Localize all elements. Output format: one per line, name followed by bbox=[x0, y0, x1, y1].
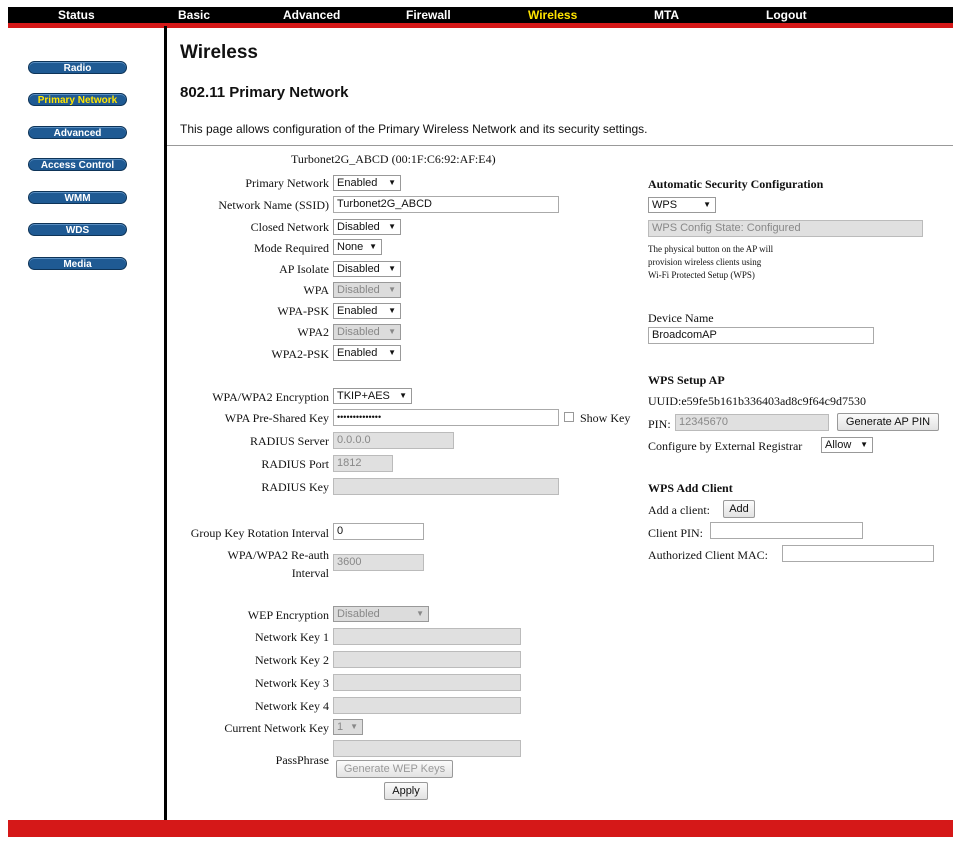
authorized-mac-input[interactable] bbox=[782, 545, 934, 562]
current-key-value: 1 bbox=[337, 721, 344, 733]
wpa-psk-value: Enabled bbox=[337, 305, 378, 317]
group-key-label: Group Key Rotation Interval bbox=[190, 526, 329, 540]
net-key-3-label: Network Key 3 bbox=[255, 676, 329, 690]
page-description: This page allows configuration of the Primary Wireless Network and its security settings. bbox=[180, 122, 648, 136]
wpa2-psk-label: WPA2-PSK bbox=[271, 347, 329, 361]
net-key-1-input[interactable] bbox=[333, 628, 521, 645]
pin-label: PIN: bbox=[648, 417, 671, 431]
network-header: Turbonet2G_ABCD (00:1F:C6:92:AF:E4) bbox=[291, 152, 496, 166]
wpa-value: Disabled bbox=[337, 284, 380, 296]
sidebar-item-media[interactable]: Media bbox=[28, 257, 127, 270]
nav-advanced[interactable]: Advanced bbox=[283, 8, 341, 22]
passphrase-label: PassPhrase bbox=[275, 753, 329, 767]
sidebar-item-wds[interactable]: WDS bbox=[28, 223, 127, 236]
nav-status[interactable]: Status bbox=[58, 8, 95, 22]
show-key-checkbox[interactable] bbox=[564, 412, 574, 422]
wps-note-line3: Wi-Fi Protected Setup (WPS) bbox=[648, 270, 755, 280]
dropdown-arrow-icon: ▼ bbox=[388, 306, 396, 315]
nav-firewall[interactable]: Firewall bbox=[406, 8, 451, 22]
current-key-select[interactable] bbox=[333, 719, 363, 735]
passphrase-input[interactable] bbox=[333, 740, 521, 757]
add-client-button[interactable]: Add bbox=[723, 500, 755, 518]
wps-note-line1: The physical button on the AP will bbox=[648, 244, 774, 254]
primary-network-label: Primary Network bbox=[245, 176, 329, 190]
sidebar-item-radio[interactable]: Radio bbox=[28, 61, 127, 74]
primary-network-value: Enabled bbox=[337, 177, 378, 189]
wpa-select[interactable] bbox=[333, 282, 401, 298]
dropdown-arrow-icon: ▼ bbox=[388, 327, 396, 336]
ssid-label: Network Name (SSID) bbox=[218, 198, 329, 212]
dropdown-arrow-icon: ▼ bbox=[416, 609, 424, 618]
show-key-label: Show Key bbox=[580, 411, 631, 425]
ap-isolate-label: AP Isolate bbox=[279, 262, 329, 276]
radius-server-input[interactable]: 0.0.0.0 bbox=[333, 432, 454, 449]
wps-note-line2: provision wireless clients using bbox=[648, 257, 762, 267]
pin-input[interactable]: 12345670 bbox=[675, 414, 829, 431]
primary-network-select[interactable] bbox=[333, 175, 401, 191]
net-key-4-label: Network Key 4 bbox=[255, 699, 329, 713]
encryption-value: TKIP+AES bbox=[337, 390, 390, 402]
wep-encryption-select[interactable] bbox=[333, 606, 429, 622]
wpa2-psk-value: Enabled bbox=[337, 347, 378, 359]
client-pin-label: Client PIN: bbox=[648, 526, 704, 540]
wpa-psk-label: WPA-PSK bbox=[277, 304, 329, 318]
sidebar-item-access-control[interactable]: Access Control bbox=[28, 158, 127, 171]
radius-port-label: RADIUS Port bbox=[261, 457, 329, 471]
net-key-2-input[interactable] bbox=[333, 651, 521, 668]
wpa-label: WPA bbox=[303, 283, 329, 297]
wps-setup-title: WPS Setup AP bbox=[648, 373, 725, 387]
auto-security-value: WPS bbox=[652, 199, 678, 211]
ext-registrar-value: Allow bbox=[825, 439, 852, 451]
radius-key-input[interactable] bbox=[333, 478, 559, 495]
encryption-select[interactable] bbox=[333, 388, 412, 404]
wps-config-state: WPS Config State: Configured bbox=[648, 220, 923, 237]
net-key-2-label: Network Key 2 bbox=[255, 653, 329, 667]
sidebar-item-wmm[interactable]: WMM bbox=[28, 191, 127, 204]
mode-required-value: None bbox=[337, 241, 364, 253]
wep-encryption-value: Disabled bbox=[337, 608, 380, 620]
nav-basic[interactable]: Basic bbox=[178, 8, 211, 22]
dropdown-arrow-icon: ▼ bbox=[860, 440, 868, 449]
sidebar-item-primary-network[interactable]: Primary Network bbox=[28, 93, 127, 106]
top-nav-bar bbox=[8, 7, 953, 28]
auto-security-title: Automatic Security Configuration bbox=[648, 177, 824, 191]
radius-key-label: RADIUS Key bbox=[261, 480, 329, 494]
wpa2-psk-select[interactable] bbox=[333, 345, 401, 361]
dropdown-arrow-icon: ▼ bbox=[388, 285, 396, 294]
add-client-label: Add a client: bbox=[648, 503, 710, 517]
dropdown-arrow-icon: ▼ bbox=[388, 222, 396, 231]
page-subtitle: 802.11 Primary Network bbox=[180, 84, 349, 101]
apply-button[interactable]: Apply bbox=[384, 782, 428, 800]
radius-server-label: RADIUS Server bbox=[250, 434, 329, 448]
ap-isolate-select[interactable] bbox=[333, 261, 401, 277]
ap-isolate-value: Disabled bbox=[337, 263, 380, 275]
wpa2-label: WPA2 bbox=[297, 325, 329, 339]
closed-network-label: Closed Network bbox=[250, 220, 329, 234]
wep-encryption-label: WEP Encryption bbox=[247, 608, 329, 622]
dropdown-arrow-icon: ▼ bbox=[388, 264, 396, 273]
nav-mta[interactable]: MTA bbox=[654, 8, 680, 22]
client-pin-input[interactable] bbox=[710, 522, 863, 539]
ssid-input[interactable]: Turbonet2G_ABCD bbox=[333, 196, 559, 213]
auto-security-select[interactable] bbox=[648, 197, 716, 213]
wps-add-client-title: WPS Add Client bbox=[648, 481, 733, 495]
mode-required-select[interactable] bbox=[333, 239, 382, 255]
dropdown-arrow-icon: ▼ bbox=[399, 391, 407, 400]
wpa-psk-select[interactable] bbox=[333, 303, 401, 319]
psk-label: WPA Pre-Shared Key bbox=[224, 411, 329, 425]
current-key-label: Current Network Key bbox=[224, 721, 329, 735]
generate-wep-keys-button[interactable]: Generate WEP Keys bbox=[336, 760, 453, 778]
nav-wireless[interactable]: Wireless bbox=[528, 8, 578, 22]
wpa2-select[interactable] bbox=[333, 324, 401, 340]
mode-required-label: Mode Required bbox=[254, 241, 329, 255]
group-key-input[interactable]: 0 bbox=[333, 523, 424, 540]
device-name-label: Device Name bbox=[648, 311, 714, 325]
nav-logout[interactable]: Logout bbox=[766, 8, 807, 22]
sidebar-item-advanced[interactable]: Advanced bbox=[28, 126, 127, 139]
net-key-1-label: Network Key 1 bbox=[255, 630, 329, 644]
wpa2-value: Disabled bbox=[337, 326, 380, 338]
generate-ap-pin-button[interactable]: Generate AP PIN bbox=[837, 413, 939, 431]
radius-port-input[interactable]: 1812 bbox=[333, 455, 393, 472]
dropdown-arrow-icon: ▼ bbox=[369, 242, 377, 251]
reauth-label-line1: WPA/WPA2 Re-auth bbox=[227, 548, 329, 562]
device-name-input[interactable]: BroadcomAP bbox=[648, 327, 874, 344]
reauth-input[interactable]: 3600 bbox=[333, 554, 424, 571]
net-key-4-input[interactable] bbox=[333, 697, 521, 714]
encryption-label: WPA/WPA2 Encryption bbox=[212, 390, 329, 404]
dropdown-arrow-icon: ▼ bbox=[388, 178, 396, 187]
wps-uuid: UUID:e59fe5b161b336403ad8c9f64c9d7530 bbox=[648, 394, 866, 408]
psk-input[interactable]: •••••••••••••• bbox=[333, 409, 559, 426]
dropdown-arrow-icon: ▼ bbox=[703, 200, 711, 209]
net-key-3-input[interactable] bbox=[333, 674, 521, 691]
dropdown-arrow-icon: ▼ bbox=[388, 348, 396, 357]
page-title: Wireless bbox=[180, 42, 258, 63]
section-divider bbox=[167, 145, 953, 146]
dropdown-arrow-icon: ▼ bbox=[350, 722, 358, 731]
ext-registrar-select[interactable] bbox=[821, 437, 873, 453]
footer-bar bbox=[8, 820, 953, 837]
closed-network-value: Disabled bbox=[337, 221, 380, 233]
ext-registrar-label: Configure by External Registrar bbox=[648, 439, 803, 453]
reauth-label-line2: Interval bbox=[291, 566, 329, 580]
authorized-mac-label: Authorized Client MAC: bbox=[648, 548, 768, 562]
closed-network-select[interactable] bbox=[333, 219, 401, 235]
